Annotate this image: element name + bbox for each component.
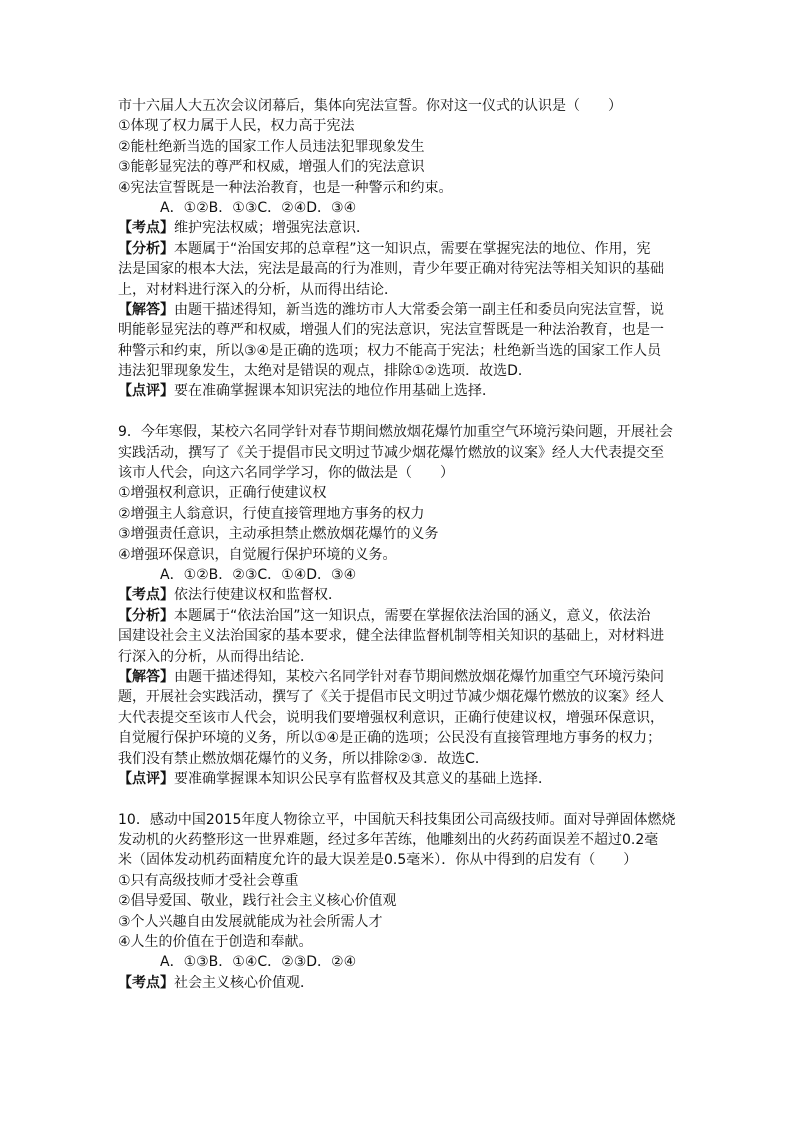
question-stem-line: 发动机的火药整形这一世界难题，经过多年苦练，他雕刻出的火药药面误差不超过0.2毫 <box>118 832 659 849</box>
fenxi-line <box>118 606 678 626</box>
question-stem-line: 市十六届人大五次会议闭幕后，集体向宪法宣誓。你对这一仪式的认识是（ ） <box>118 98 622 114</box>
answer-options: A．①③B．①④C．②③D．②④ <box>160 954 357 971</box>
answer-options: A．①②B．①③C．②④D．③④ <box>160 199 357 216</box>
dianping-line <box>118 769 678 789</box>
fenxi-tag: 【分析】 <box>118 240 174 257</box>
choice-item: ①只有高级技师才受社会尊重 <box>118 872 299 889</box>
question-stem-line: 米（固体发动机药面精度允许的最大误差是0.5毫米）．你从中得到的启发有（ ） <box>118 852 638 869</box>
choice-item: ①增强权利意识，正确行使建议权 <box>118 485 327 502</box>
dianping-text: 要准确掌握课本知识公民享有监督权及其意义的基础上选择． <box>174 770 552 787</box>
jieda-line: 自觉履行保护环境的义务，所以①④是正确的选项；公民没有直接管理地方事务的权力； <box>118 730 662 747</box>
question-stem-line: 10．感动中国2015年度人物徐立平，中国航天科技集团公司高级技师。面对导弹固体燃烧 <box>118 811 676 828</box>
jieda-line: 题，开展社会实践活动，撰写了《关于提倡市民文明过节减少烟花爆竹燃放的议案》经人 <box>118 689 664 706</box>
spacer <box>118 402 678 422</box>
choice-item: ②能杜绝新当选的国家工作人员违法犯罪现象发生 <box>118 138 425 155</box>
jieda-line: 我们没有禁止燃放烟花爆竹的义务，所以排除②③．故选C． <box>118 750 489 767</box>
question-stem-line: 9．今年寒假，某校六名同学针对春节期间燃放烟花爆竹加重空气环境污染问题，开展社会 <box>118 424 673 441</box>
question-stem-line: 实践活动，撰写了《关于提倡市民文明过节减少烟花爆竹燃放的议案》经人大代表提交至 <box>118 444 664 461</box>
jieda-text: 由题干描述得知，某校六名同学针对春节期间燃放烟花爆竹加重空气环境污染问 <box>174 668 664 685</box>
jieda-line <box>118 300 678 320</box>
fenxi-line: 行深入的分析，从而得出结论． <box>118 648 314 665</box>
fenxi-text: 本题属于“依法治国”这一知识点，需要在掌握依法治国的涵义，意义，依法治 <box>174 607 651 624</box>
jieda-line: 明能彰显宪法的尊严和权威，增强人们的宪法意识，宪法宣誓既是一种法治教育，也是一 <box>118 322 664 339</box>
jieda-tag: 【解答】 <box>118 668 174 685</box>
kaodian-tag: 【考点】 <box>118 974 174 991</box>
jieda-line: 违法犯罪现象发生，太绝对是错误的观点，排除①②选项．故选D． <box>118 363 532 380</box>
question-8 <box>118 96 678 402</box>
fenxi-line: 国建设社会主义法治国家的基本要求，健全法律监督机制等相关知识的基础上，对材料进 <box>118 628 664 645</box>
jieda-tag: 【解答】 <box>118 301 174 318</box>
choice-item: ④人生的价值在于创造和奉献。 <box>118 934 313 951</box>
choice-item: ②倡导爱国、敬业，践行社会主义核心价值观 <box>118 893 397 910</box>
jieda-text: 由题干描述得知，新当选的潍坊市人大常委会第一副主任和委员向宪法宣誓，说 <box>174 301 664 318</box>
jieda-line: 种警示和约束，所以③④是正确的选项；权力不能高于宪法；杜绝新当选的国家工作人员 <box>118 342 662 359</box>
fenxi-line: 上，对材料进行深入的分析，从而得出结论． <box>118 281 398 298</box>
jieda-line: 大代表提交至该市人代会，说明我们要增强权利意识，正确行使建议权，增强环保意识， <box>118 709 664 726</box>
choice-item: ③个人兴趣自由发展就能成为社会所需人才 <box>118 913 383 930</box>
choice-item: ④宪法宣誓既是一种法治教育，也是一种警示和约束。 <box>118 179 453 196</box>
choice-item: ④增强环保意识，自觉履行保护环境的义务。 <box>118 546 397 563</box>
kaodian-text: 依法行使建议权和监督权． <box>174 587 342 604</box>
kaodian-line <box>118 218 678 238</box>
kaodian-text: 维护宪法权威；增强宪法意识． <box>174 220 370 237</box>
dianping-line <box>118 381 678 401</box>
answer-options: A．①②B．②③C．①④D．③④ <box>160 566 357 583</box>
question-10 <box>118 810 678 994</box>
fenxi-tag: 【分析】 <box>118 607 174 624</box>
choice-item: ③能彰显宪法的尊严和权威，增强人们的宪法意识 <box>118 159 425 176</box>
kaodian-tag: 【考点】 <box>118 220 174 237</box>
fenxi-text: 本题属于“治国安邦的总章程”这一知识点，需要在掌握宪法的地位、作用，宪 <box>174 240 651 257</box>
kaodian-line <box>118 585 678 605</box>
fenxi-line: 法是国家的根本大法，宪法是最高的行为准则，青少年要正确对待宪法等相关知识的基础 <box>118 261 664 278</box>
kaodian-tag: 【考点】 <box>118 587 174 604</box>
dianping-tag: 【点评】 <box>118 383 174 400</box>
spacer <box>118 789 678 809</box>
dianping-text: 要在准确掌握课本知识宪法的地位作用基础上选择． <box>174 383 496 400</box>
document-page <box>118 96 678 993</box>
dianping-tag: 【点评】 <box>118 770 174 787</box>
choice-item: ③增强责任意识，主动承担禁止燃放烟花爆竹的义务 <box>118 526 439 543</box>
choice-item: ①体现了权力属于人民，权力高于宪法 <box>118 118 355 135</box>
question-9 <box>118 422 678 789</box>
kaodian-text: 社会主义核心价值观． <box>174 974 314 991</box>
choice-item: ②增强主人翁意识，行使直接管理地方事务的权力 <box>118 505 425 522</box>
jieda-line <box>118 667 678 687</box>
question-stem-line: 该市人代会，向这六名同学学习，你的做法是（ ） <box>118 465 454 482</box>
fenxi-line <box>118 239 678 259</box>
kaodian-line <box>118 973 678 993</box>
